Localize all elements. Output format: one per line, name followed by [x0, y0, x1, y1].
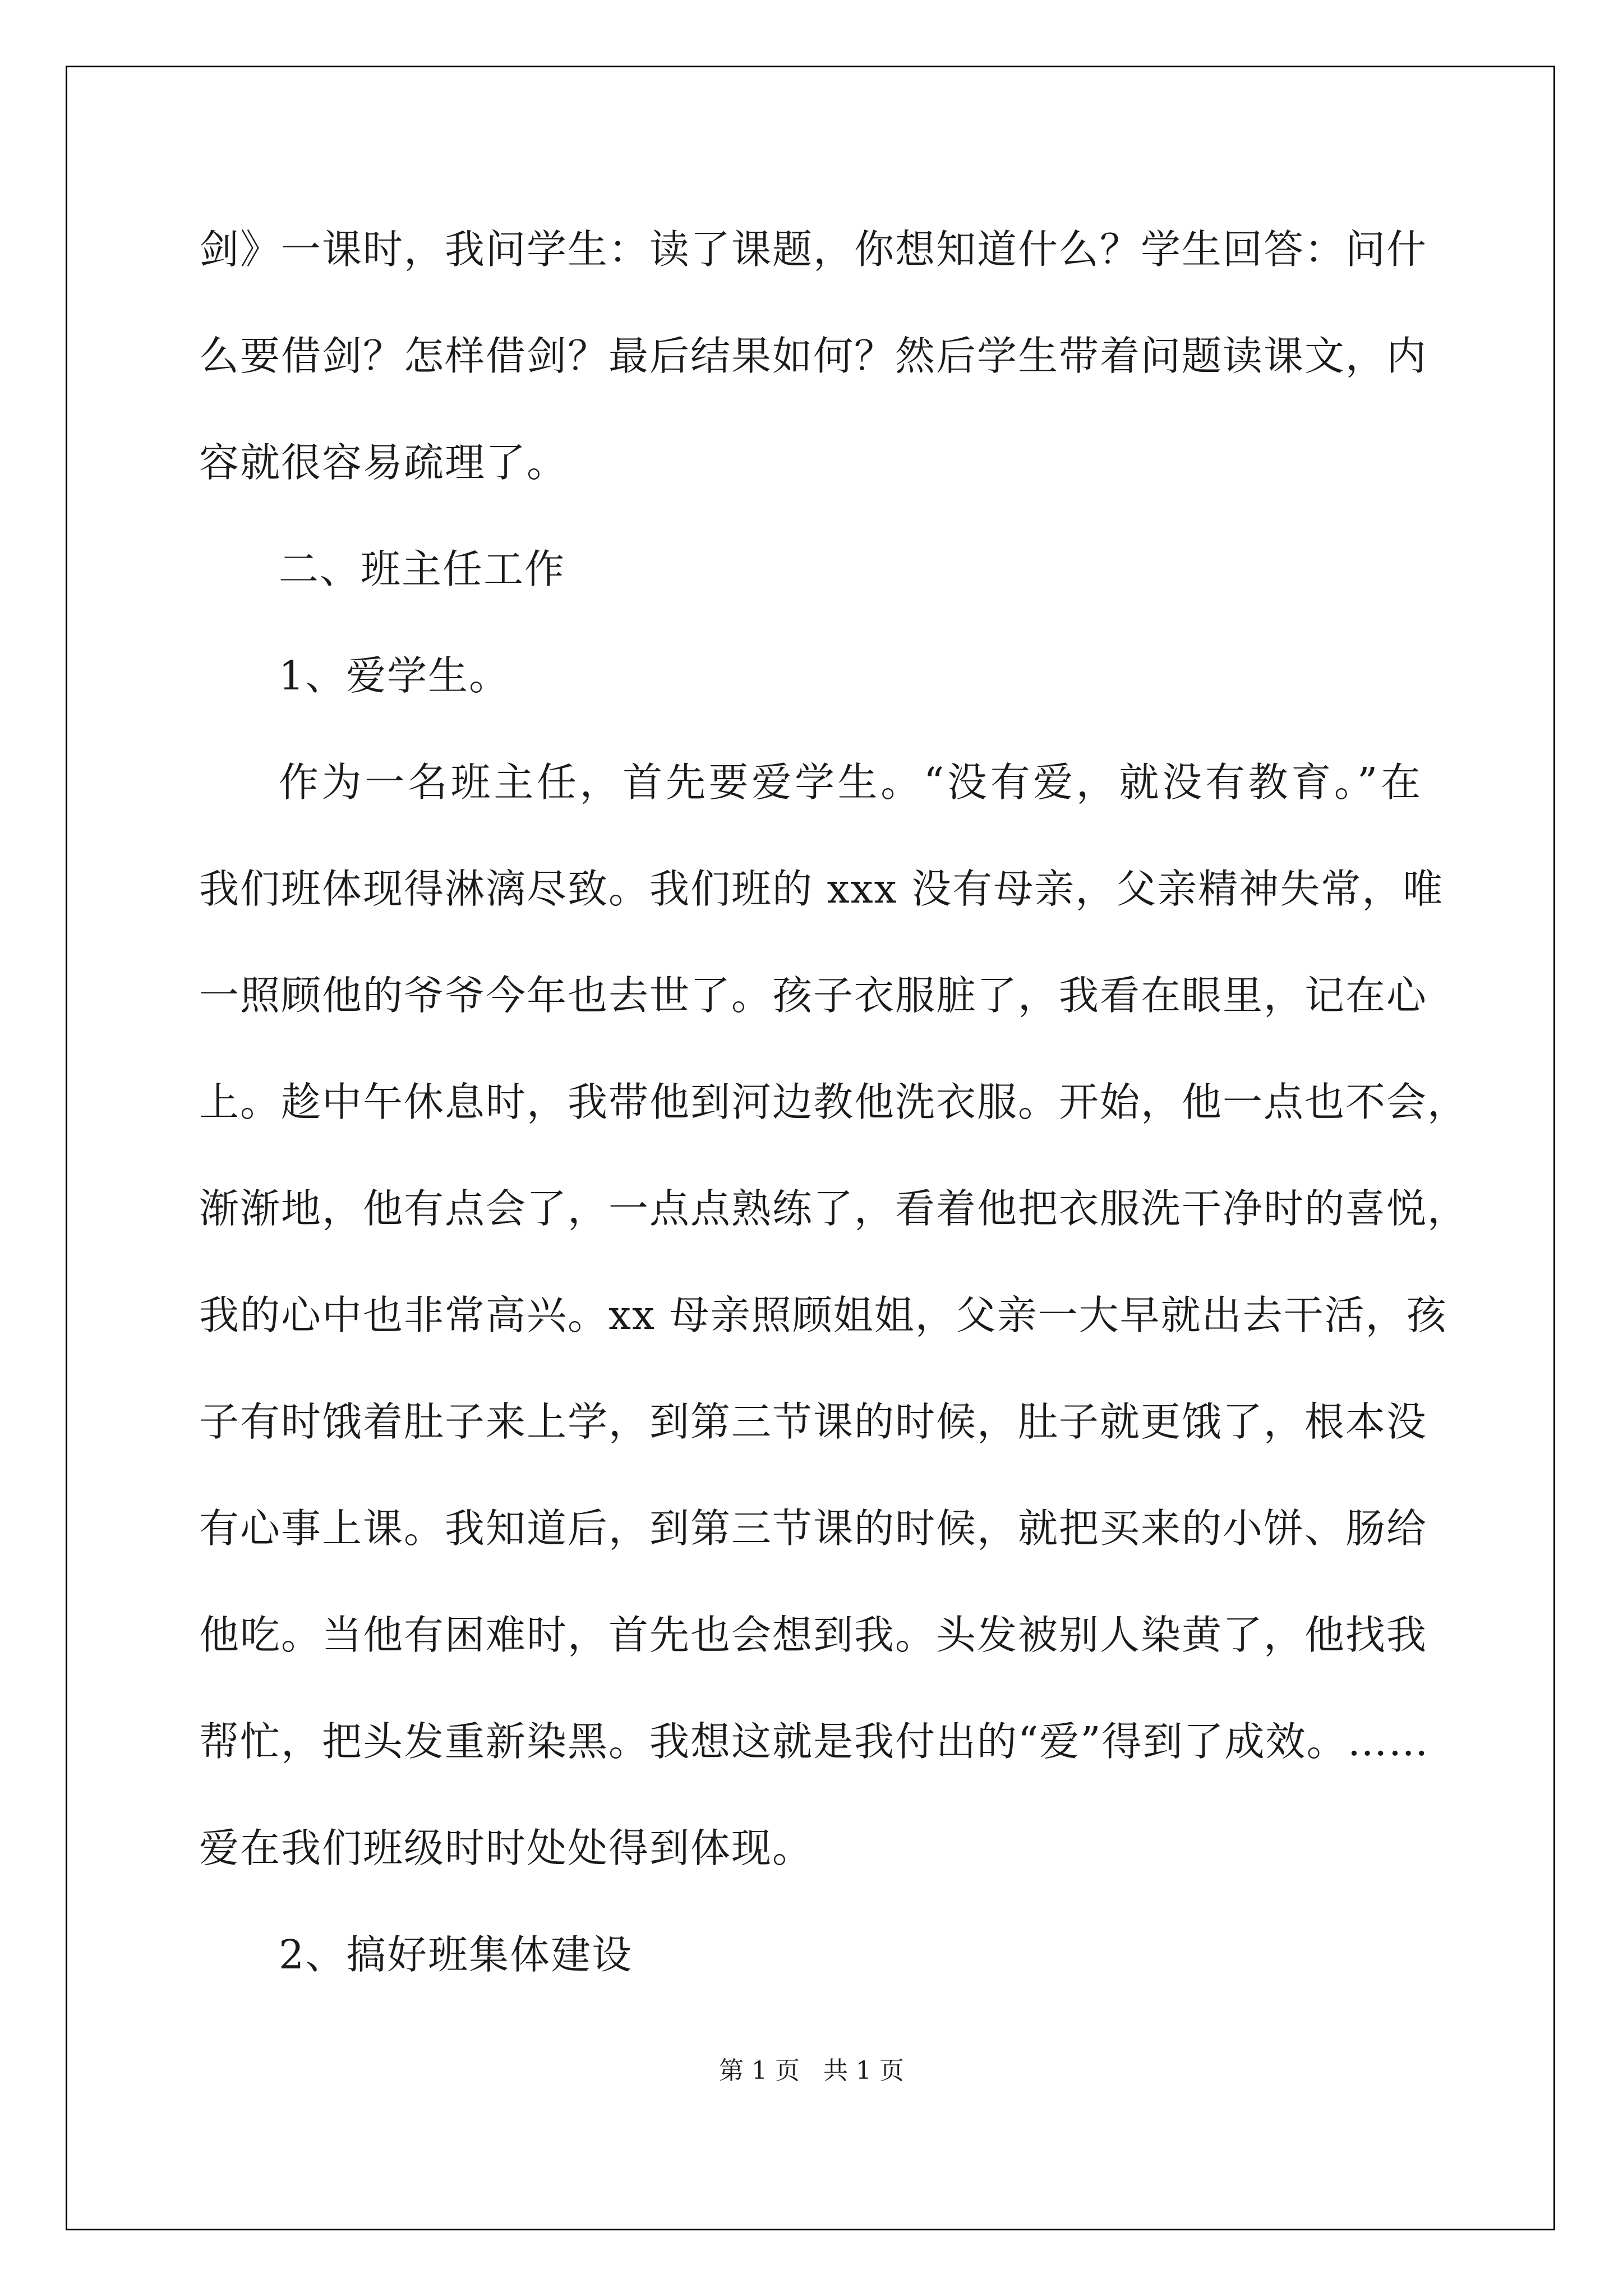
- document-body: [199, 210, 1469, 2022]
- text-line: 一照顾他的爷爷今年也去世了。孩子衣服脏了，我看在眼里，记在心: [199, 972, 1428, 1019]
- text-line: 1、爱学生。: [279, 652, 510, 699]
- text-line: 二、班主任工作: [279, 546, 566, 592]
- text-line: 帮忙，把头发重新染黑。我想这就是我付出的“爱”得到了成效。……: [199, 1718, 1430, 1765]
- text-line: 作为一名班主任，首先要爱学生。“没有爱，就没有教育。”在: [279, 759, 1422, 806]
- page-footer: [0, 2050, 1623, 2086]
- text-line: 剑》一课时，我问学生：读了课题，你想知道什么？学生回答：问什: [199, 226, 1428, 273]
- text-line: 我们班体现得淋漓尽致。我们班的 xxx 没有母亲，父亲精神失常，唯: [199, 866, 1444, 912]
- text-line: 上。趁中午休息时，我带他到河边教他洗衣服。开始，他一点也不会，: [199, 1079, 1469, 1125]
- text-line: 我的心中也非常高兴。xx 母亲照顾姐姐，父亲一大早就出去干活，孩: [199, 1292, 1447, 1338]
- text-line: 2、搞好班集体建设: [279, 1931, 633, 1978]
- text-line: 他吃。当他有困难时，首先也会想到我。头发被别人染黄了，他找我: [199, 1612, 1428, 1658]
- page-number-current: 第 1 页: [719, 2056, 800, 2085]
- text-line: 么要借剑？怎样借剑？最后结果如何？然后学生带着问题读课文，内: [199, 333, 1428, 379]
- text-line: 子有时饿着肚子来上学，到第三节课的时候，肚子就更饿了，根本没: [199, 1398, 1428, 1445]
- text-line: 渐渐地，他有点会了，一点点熟练了，看着他把衣服洗干净时的喜悦，: [199, 1185, 1469, 1232]
- page-number-total: 共 1 页: [823, 2056, 904, 2085]
- text-line: 爱在我们班级时时处处得到体现。: [199, 1825, 814, 1871]
- text-line: 容就很容易疏理了。: [199, 439, 568, 486]
- text-line: 有心事上课。我知道后，到第三节课的时候，就把买来的小饼、肠给: [199, 1505, 1428, 1552]
